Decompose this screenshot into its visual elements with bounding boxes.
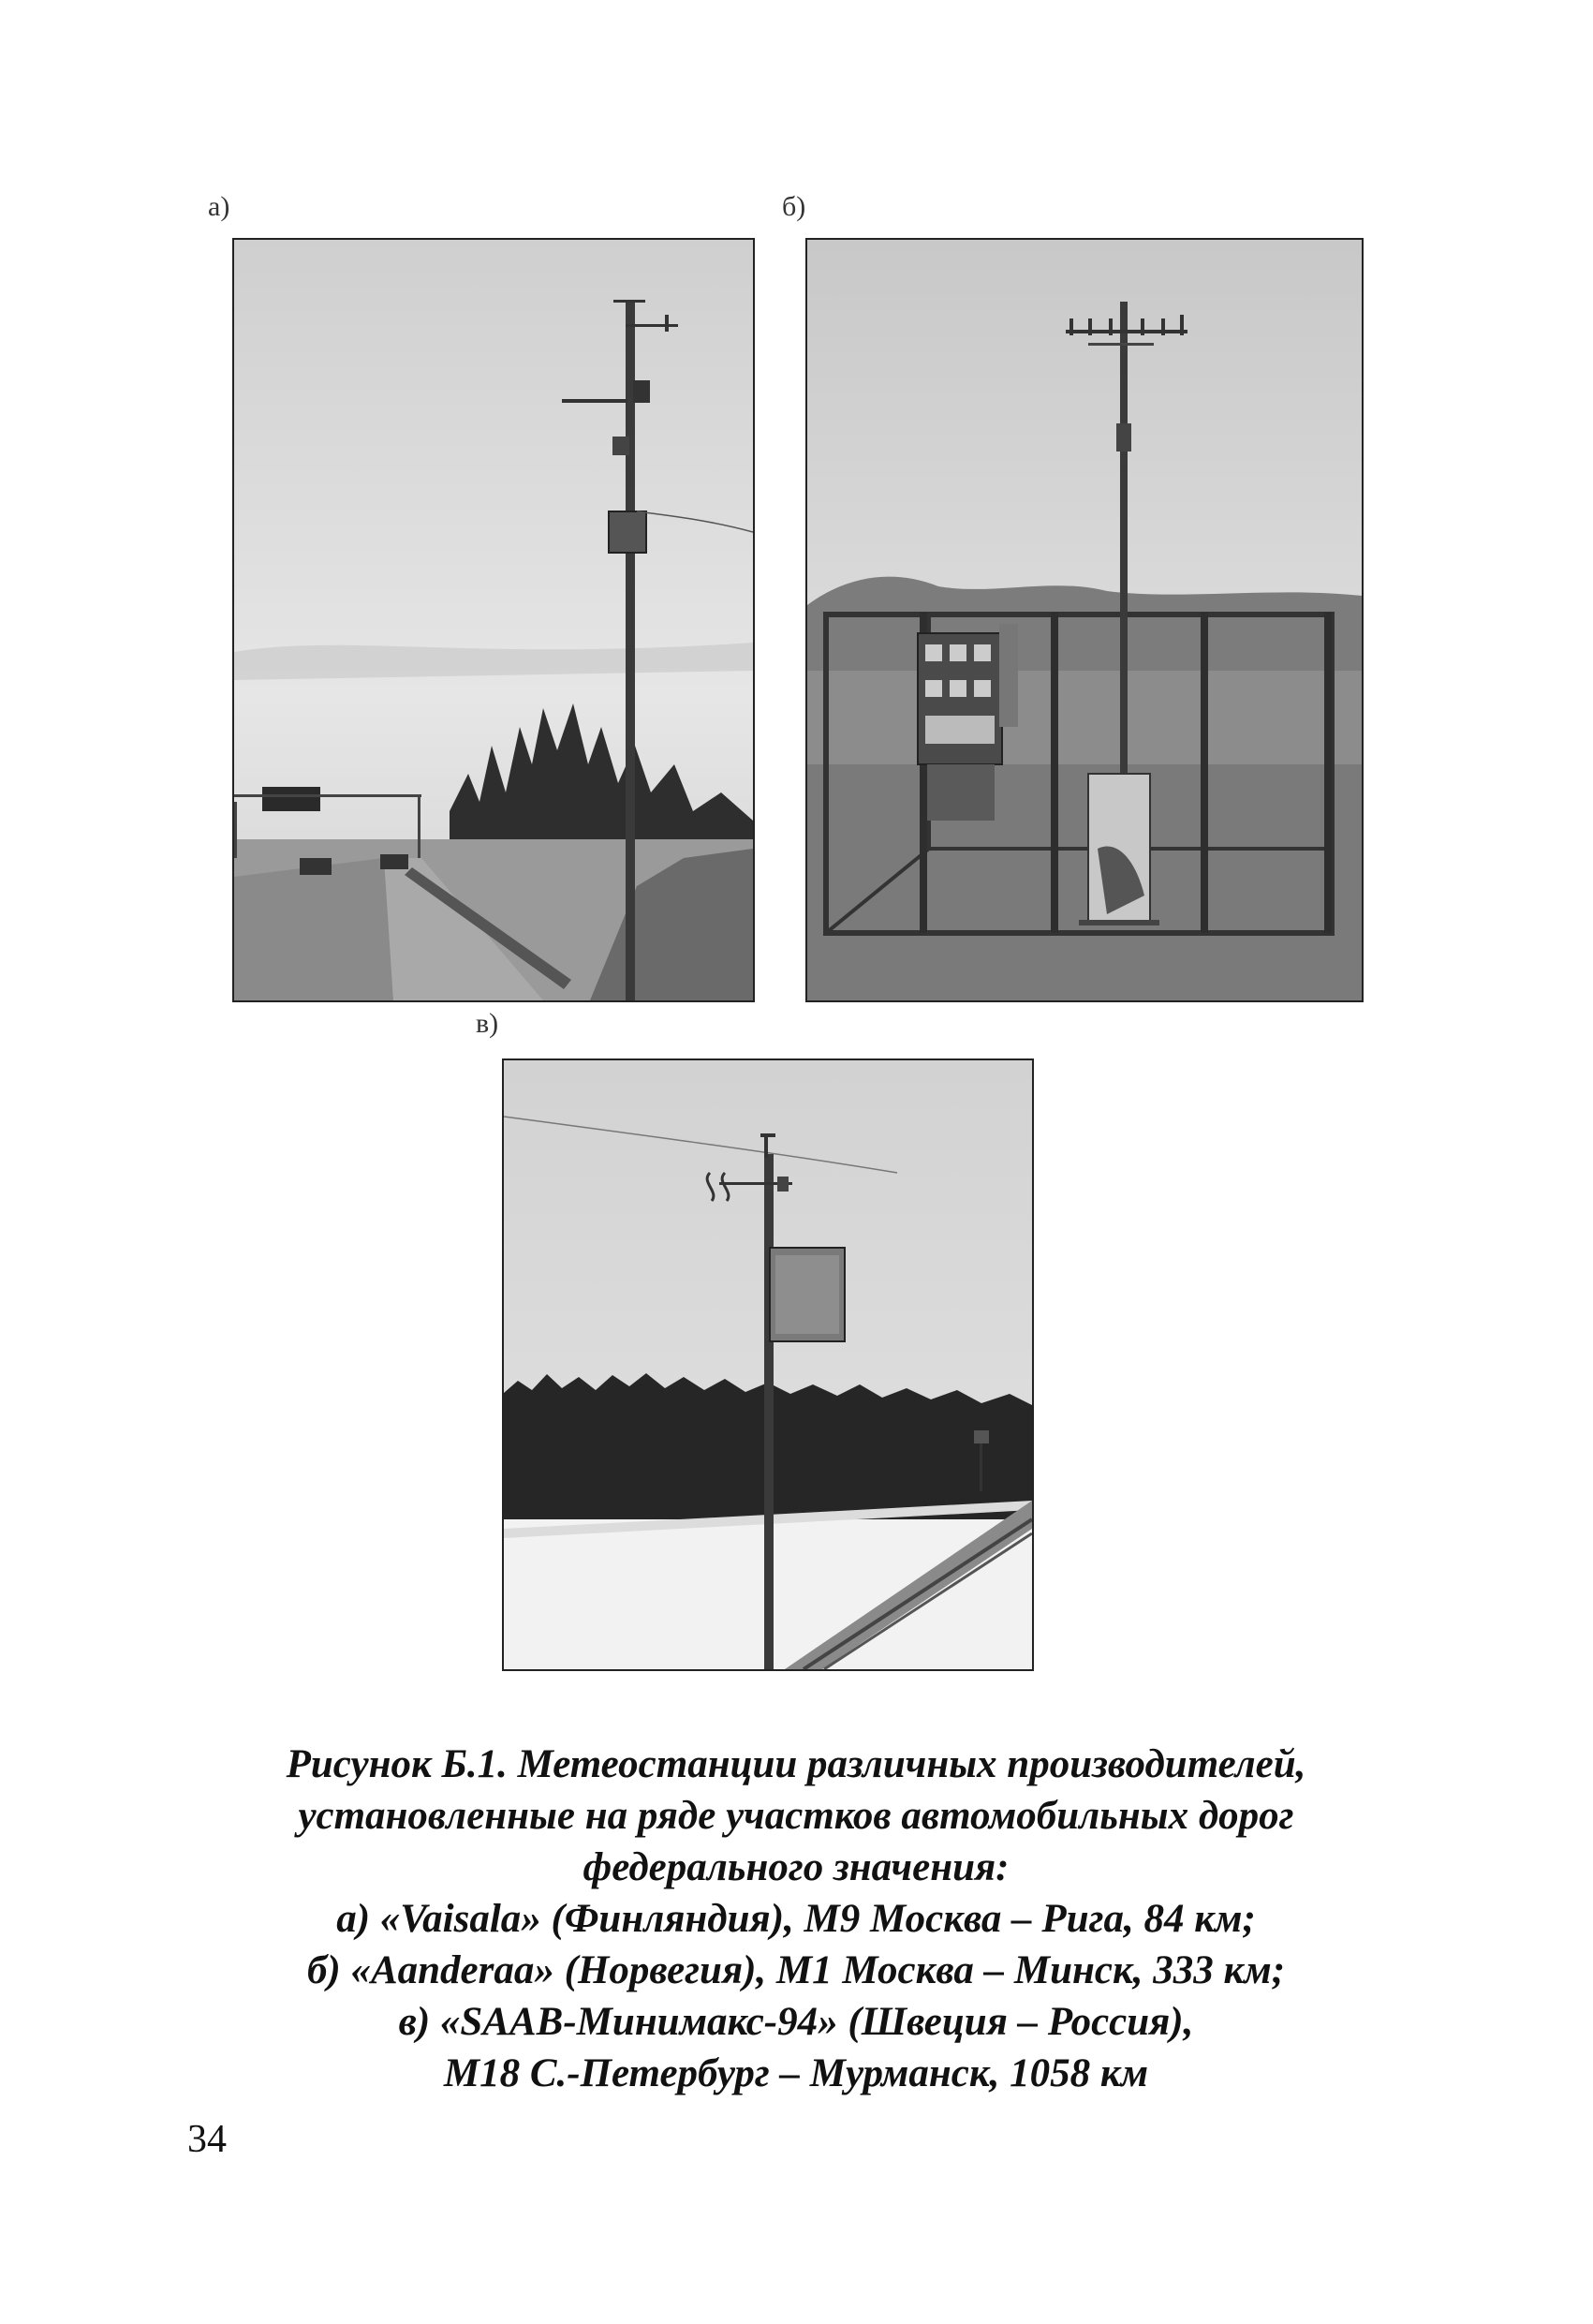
panel-label-a: а) [208,191,230,222]
photo-a [232,238,755,1002]
caption-line-5: б) «Aanderaa» (Норвегия), М1 Москва – Минск, 333 км; [306,1948,1286,1992]
caption-line-1: Рисунок Б.1. Метеостанции различных производителей, [286,1742,1306,1786]
photo-b-image [807,240,1362,1000]
caption-line-2: установленные на ряде участков автомобильных дорог [298,1794,1294,1838]
caption-line-7: М18 С.-Петербург – Мурманск, 1058 км [443,2051,1149,2095]
figure-caption [215,1739,1377,2099]
caption-line-4: а) «Vaisala» (Финляндия), М9 Москва – Рига, 84 км; [336,1897,1256,1941]
photo-v-image [504,1060,1032,1669]
photo-a-image [234,240,753,1000]
photo-b [805,238,1364,1002]
panel-label-v: в) [476,1008,499,1039]
caption-line-3: федерального значения: [583,1845,1010,1889]
caption-line-6: в) «SAAB-Минимакс-94» (Швеция – Россия), [398,2000,1194,2044]
photo-v [502,1058,1034,1671]
page-number: 34 [187,2118,227,2161]
panel-label-b: б) [782,191,806,222]
